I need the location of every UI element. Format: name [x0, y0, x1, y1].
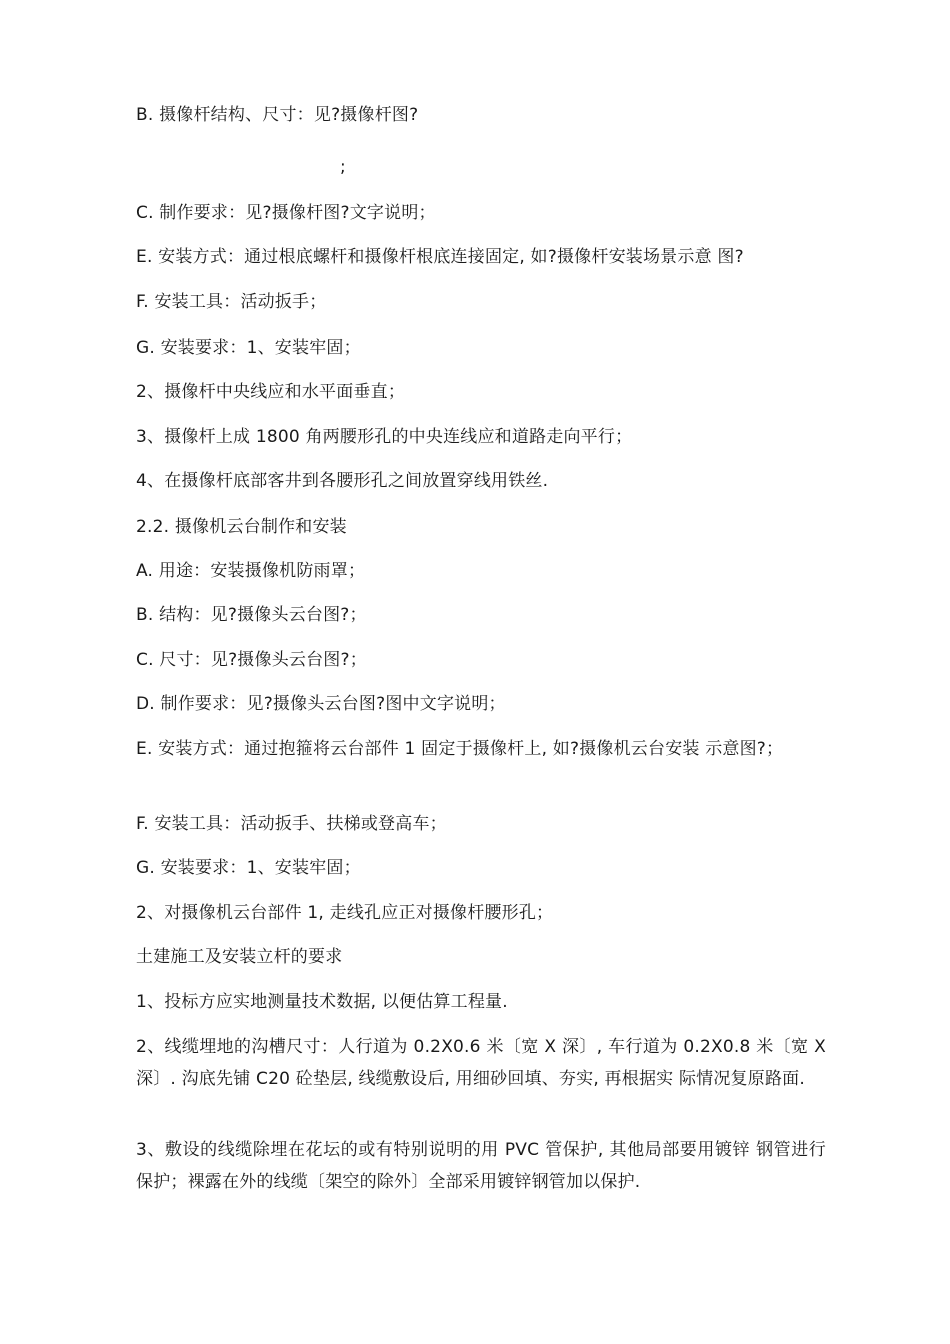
paragraph-item-3: 3、摄像杆上成 1800 角两腰形孔的中央连线应和道路走向平行； — [136, 427, 633, 447]
paragraph-ptz-installation-tools: F. 安装工具：活动扳手、扶梯或登高车； — [136, 814, 447, 834]
paragraph-civil-item-1: 1、投标方应实地测量技术数据, 以便估算工程量. — [136, 992, 508, 1012]
paragraph-installation-tools: F. 安装工具：活动扳手； — [136, 292, 327, 312]
paragraph-item-4: 4、在摄像杆底部客井到各腰形孔之间放置穿线用铁丝. — [136, 471, 549, 491]
paragraph-installation-method: E. 安装方式：通过根底螺杆和摄像杆根底连接固定, 如?摄像杆安装场景示意 图? — [136, 247, 744, 267]
paragraph-structure: B. 结构：见?摄像头云台图?； — [136, 605, 367, 625]
paragraph-camera-pole-structure: B. 摄像杆结构、尺寸：见?摄像杆图? — [136, 105, 419, 125]
paragraph-ptz-installation-requirements: G. 安装要求：1、安装牢固； — [136, 858, 361, 878]
paragraph-civil-item-2: 2、线缆埋地的沟槽尺寸：人行道为 0.2X0.6 米〔宽 X 深〕, 车行道为 0.2X0.8 米〔宽 X 深〕. 沟底先铺 C20 砼垫层, 线缆敷设后, 用细砂回填、夯实, 再根据实 际情况复原路面. — [136, 1037, 826, 1089]
paragraph-ptz-item-2: 2、对摄像机云台部件 1, 走线孔应正对摄像杆腰形孔； — [136, 903, 554, 923]
paragraph-ptz-production-requirements: D. 制作要求：见?摄像头云台图?图中文字说明； — [136, 694, 506, 714]
paragraph-item-2: 2、摄像杆中央线应和水平面垂直； — [136, 382, 406, 402]
section-heading-civil-works: 土建施工及安装立杆的要求 — [136, 947, 343, 967]
paragraph-production-requirements: C. 制作要求：见?摄像杆图?文字说明； — [136, 203, 436, 223]
paragraph-ptz-installation-method: E. 安装方式：通过抱箍将云台部件 1 固定于摄像杆上, 如?摄像机云台安装 示意图?； — [136, 739, 784, 759]
paragraph-installation-requirements: G. 安装要求：1、安装牢固； — [136, 338, 361, 358]
paragraph-semicolon: ; — [340, 157, 346, 177]
paragraph-purpose: A. 用途：安装摄像机防雨罩； — [136, 561, 366, 581]
section-heading-2-2: 2.2. 摄像机云台制作和安装 — [136, 517, 347, 537]
paragraph-size: C. 尺寸：见?摄像头云台图?； — [136, 650, 367, 670]
paragraph-civil-item-3: 3、敷设的线缆除埋在花坛的或有特别说明的用 PVC 管保护, 其他局部要用镀锌 钢管进行保护；裸露在外的线缆〔架空的除外〕全部采用镀锌钢管加以保护. — [136, 1140, 826, 1192]
